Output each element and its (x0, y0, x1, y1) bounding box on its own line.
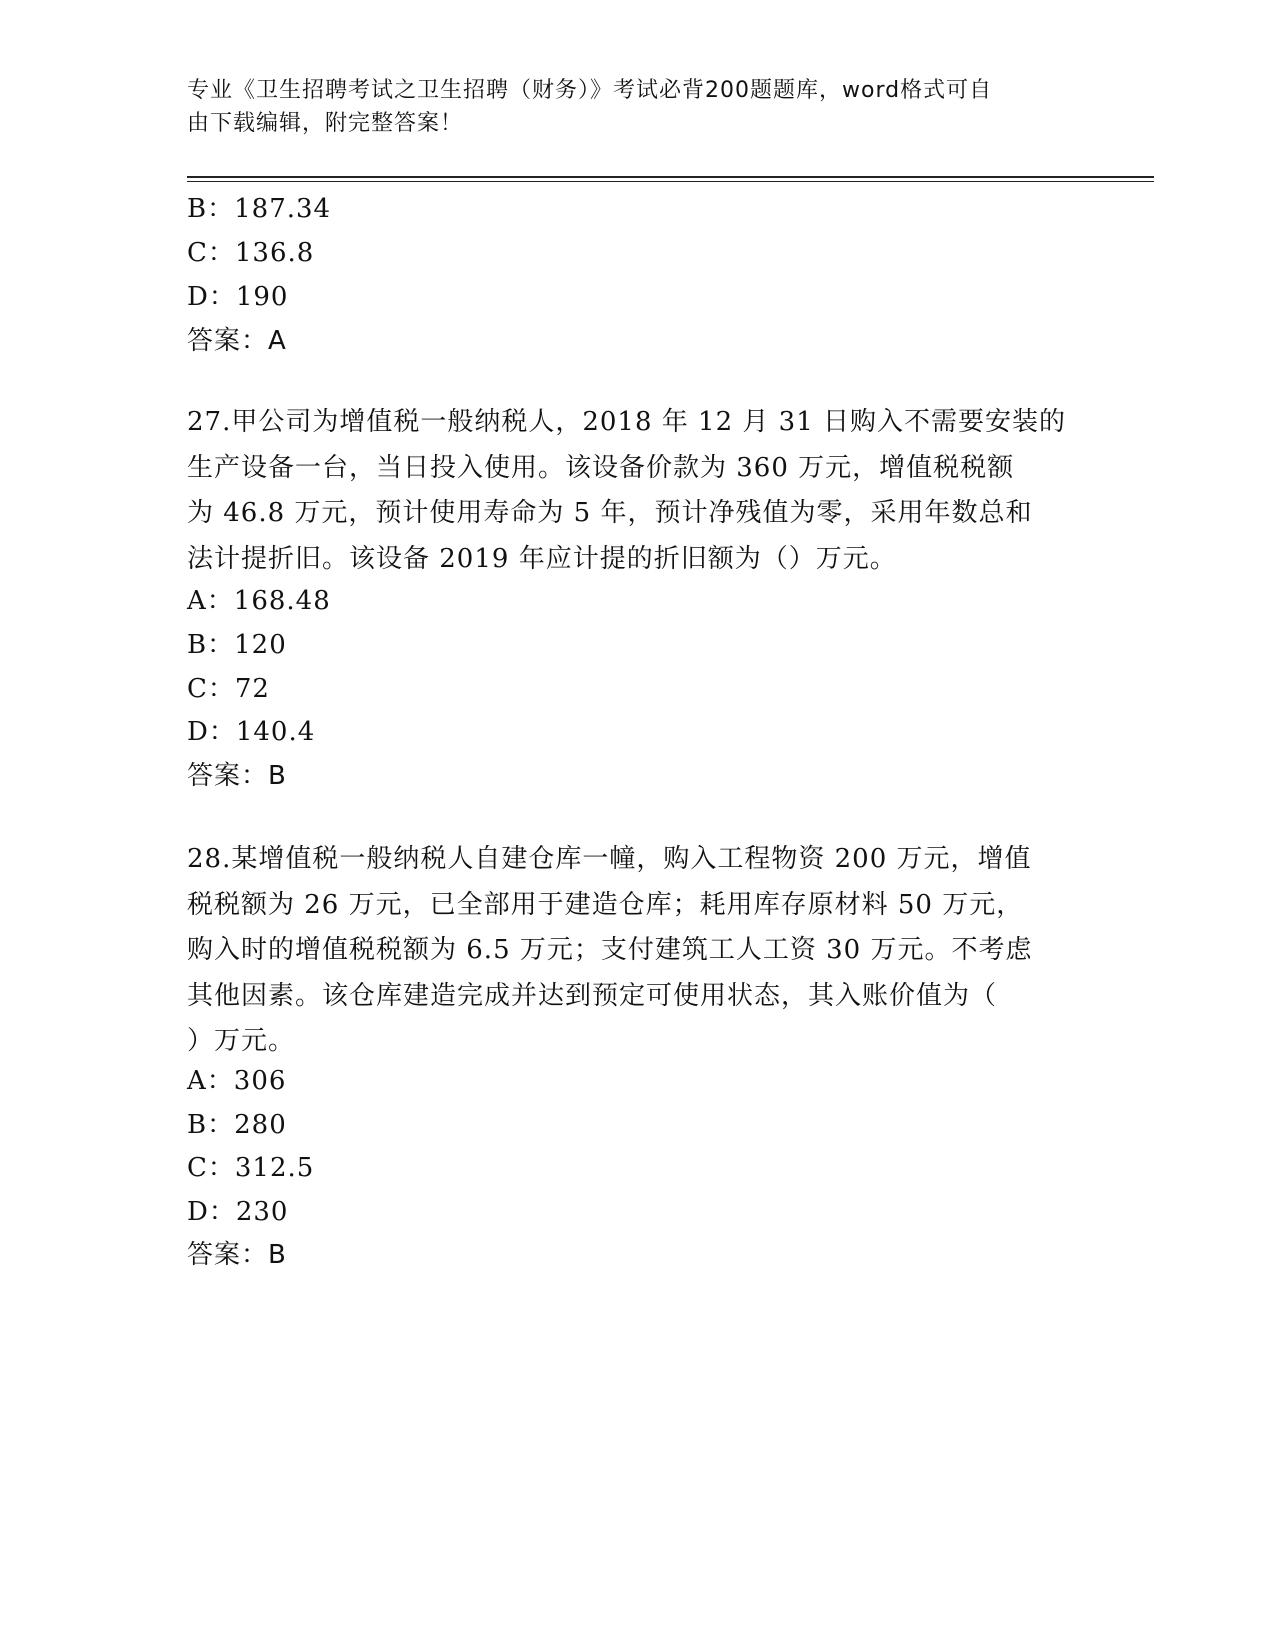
question-27-text (187, 400, 1067, 582)
option-d: D：230 (187, 1197, 289, 1227)
question-line: 购入时的增值税税额为 6.5 万元；支付建筑工人工资 30 万元。不考虑 (187, 935, 1033, 965)
option-b: B：187.34 (187, 194, 332, 224)
question-28-text (187, 837, 1067, 1065)
header-divider (187, 176, 1154, 178)
question-line: ）万元。 (187, 1026, 296, 1056)
header-line: 专业《卫生招聘考试之卫生招聘（财务）》考试必背200题题库，word格式可自 (187, 78, 993, 103)
question-line: 其他因素。该仓库建造完成并达到预定可使用状态，其入账价值为（ (187, 980, 998, 1011)
option-b: B：280 (187, 1110, 287, 1140)
option-c: C：312.5 (187, 1153, 315, 1183)
option-d: D：140.4 (187, 717, 316, 747)
answer-line: 答案：B (187, 761, 287, 791)
option-c: C：136.8 (187, 238, 315, 268)
answer-line: 答案：B (187, 1240, 287, 1270)
header-line: 由下载编辑，附完整答案！ (187, 111, 464, 136)
page-header (187, 74, 1087, 140)
question-line: 税税额为 26 万元，已全部用于建造仓库；耗用库存原材料 50 万元， (187, 889, 1024, 920)
question-line: 为 46.8 万元，预计使用寿命为 5 年，预计净残值为零，采用年数总和 (187, 498, 1033, 528)
option-c: C：72 (187, 674, 270, 704)
answer-line: 答案：A (187, 326, 287, 356)
option-a: A：306 (187, 1066, 287, 1096)
question-line: 27.甲公司为增值税一般纳税人，2018 年 12 月 31 日购入不需要安装的 (187, 407, 1067, 437)
question-line: 生产设备一台，当日投入使用。该设备价款为 360 万元，增值税税额 (187, 452, 1015, 483)
question-line: 法计提折旧。该设备 2019 年应计提的折旧额为（）万元。 (187, 543, 897, 574)
option-b: B：120 (187, 630, 287, 660)
option-d: D：190 (187, 282, 289, 312)
option-a: A：168.48 (187, 586, 331, 616)
question-line: 28.某增值税一般纳税人自建仓库一幢，购入工程物资 200 万元，增值 (187, 844, 1032, 874)
header-divider-thin (187, 181, 1154, 182)
